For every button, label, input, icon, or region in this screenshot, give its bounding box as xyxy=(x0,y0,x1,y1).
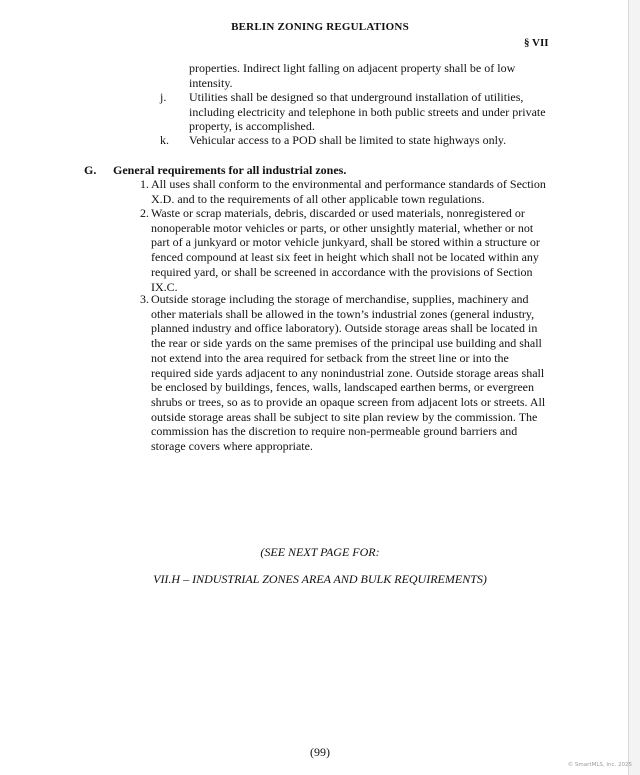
section-g-heading: General requirements for all industrial zones. xyxy=(113,163,347,177)
list-number-2: 2. xyxy=(140,206,149,220)
section-g-label: G. xyxy=(84,163,97,177)
list-item-2-text: Waste or scrap materials, debris, discarded or used materials, nonregistered or nonoperable motor vehicles or parts, or other unsightly material, whether or not part of a junkyard or motor vehicle junkyard, shall be stored within a structure or fenced compound at least six feet in height which shall not be located within any required yard, or shall be screened in accordance with the provisions of Section IX.C. xyxy=(151,206,540,294)
list-item-3-text: Outside storage including the storage of merchandise, supplies, machinery and other materials shall be allowed in the town’s industrial zones (general industry, planned industry and office laboratory). Outside storage areas shall be located in the rear or side yards on the same premises of the principal use building and shall not extend into the area required for setback from the street line or into the required side yards adjacent to any nonindustrial zone. Outside storage areas shall be enclosed by buildings, fences, walls, landscaped earthen berms, or evergreen shrubs or trees, so as to provide an opaque screen from adjacent lots or streets. All outside storage areas shall be subject to site plan review by the commission. The commission has the discretion to require non-permeable ground barriers and storage covers where appropriate. xyxy=(151,292,546,454)
list-item-1-text: All uses shall conform to the environmental and performance standards of Section X.D. and to the requirements of all other applicable town regulations. xyxy=(151,177,546,206)
see-next-page-note: (SEE NEXT PAGE FOR: xyxy=(260,545,380,559)
item-letter-j: j. xyxy=(160,90,167,104)
item-text-k: Vehicular access to a POD shall be limited to state highways only. xyxy=(189,133,507,147)
page-number: (99) xyxy=(310,745,330,759)
item-text-j: Utilities shall be designed so that underground installation of utilities, including electricity and telephone in both public streets and under private property, is accomplished. xyxy=(189,90,546,134)
continued-item-text: properties. Indirect light falling on adjacent property shall be of low intensity. xyxy=(189,61,516,90)
list-number-1: 1. xyxy=(140,177,149,191)
document-header-title: BERLIN ZONING REGULATIONS xyxy=(231,21,409,33)
item-letter-k: k. xyxy=(160,133,169,147)
section-marker: § VII xyxy=(524,37,549,49)
copyright-watermark: © SmartMLS, Inc. 2025 xyxy=(567,762,632,768)
list-number-3: 3. xyxy=(140,292,149,306)
see-next-page-reference: VII.H – INDUSTRIAL ZONES AREA AND BULK REQUIREMENTS) xyxy=(153,572,487,586)
